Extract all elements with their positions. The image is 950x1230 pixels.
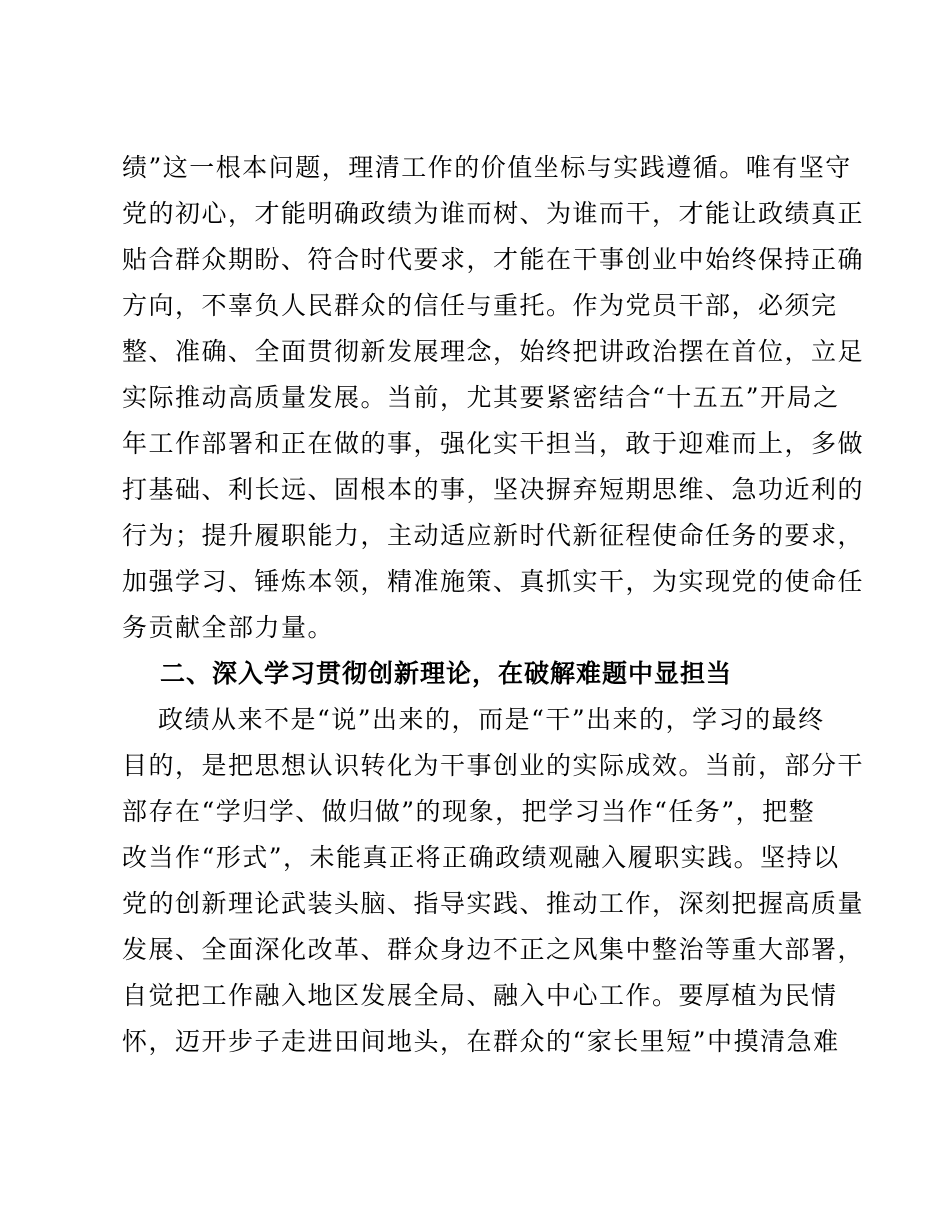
- paragraph-line: 实际推动高质量发展。当前，尤其要紧密结合“十五五”开局之: [122, 383, 840, 412]
- paragraph-line: 党的创新理论武装头脑、指导实践、推动工作，深刻把握高质量: [122, 889, 865, 918]
- paragraph-line: 打基础、利长远、固根本的事，坚决摒弃短期思维、急功近利的: [122, 475, 865, 504]
- paragraph-line: 务贡献全部力量。: [122, 613, 335, 642]
- paragraph-line: 绩”这一根本问题，理清工作的价值坐标与实践遵循。唯有坚守: [122, 153, 852, 182]
- paragraph-line: 政绩从来不是“说”出来的，而是“干”出来的，学习的最终: [158, 705, 825, 734]
- paragraph-line: 发展、全面深化改革、群众身边不正之风集中整治等重大部署，: [122, 935, 865, 964]
- paragraph-line: 行为；提升履职能力，主动适应新时代新征程使命任务的要求，: [122, 521, 865, 550]
- paragraph-line: 党的初心，才能明确政绩为谁而树、为谁而干，才能让政绩真正: [122, 199, 865, 228]
- paragraph-line: 方向，不辜负人民群众的信任与重托。作为党员干部，必须完: [122, 291, 838, 320]
- paragraph-line: 加强学习、锤炼本领，精准施策、真抓实干，为实现党的使命任: [122, 567, 865, 596]
- paragraph-line: 贴合群众期盼、符合时代要求，才能在干事创业中始终保持正确: [122, 245, 865, 274]
- paragraph-line: 改当作“形式”，未能真正将正确政绩观融入履职实践。坚持以: [122, 843, 840, 872]
- paragraph-line: 目的，是把思想认识转化为干事创业的实际成效。当前，部分干: [122, 751, 865, 780]
- paragraph-line: 怀，迈开步子走进田间地头，在群众的“家长里短”中摸清急难: [122, 1027, 840, 1056]
- section-heading: 二、深入学习贯彻创新理论，在破解难题中显担当: [160, 659, 733, 688]
- paragraph-line: 自觉把工作融入地区发展全局、融入中心工作。要厚植为民情: [122, 981, 838, 1010]
- paragraph-line: 年工作部署和正在做的事，强化实干担当，敢于迎难而上，多做: [122, 429, 865, 458]
- paragraph-line: 整、准确、全面贯彻新发展理念，始终把讲政治摆在首位，立足: [122, 337, 865, 366]
- paragraph-line: 部存在“学归学、做归做”的现象，把学习当作“任务”，把整: [122, 797, 816, 826]
